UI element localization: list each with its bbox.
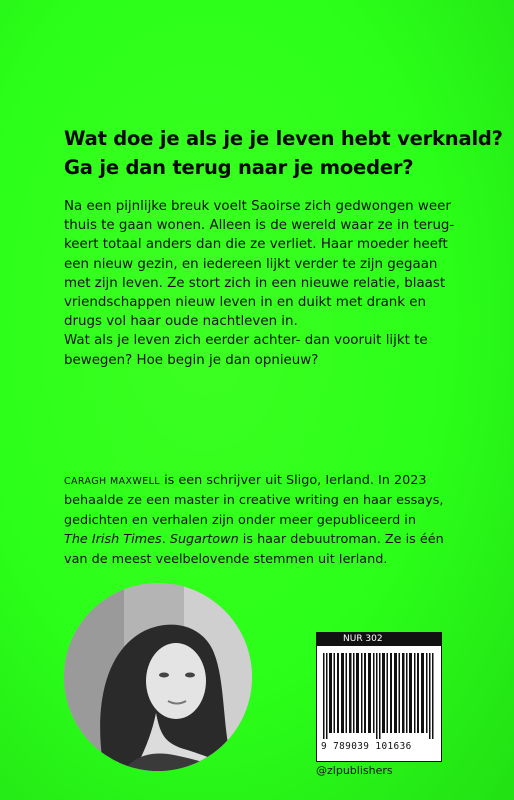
bio-text: is een schrijver uit Sligo, Ierland. In 2023 — [160, 473, 427, 488]
bio-text: van de meest veelbelovende stemmen uit Ierland. — [64, 551, 388, 567]
headline — [64, 124, 503, 182]
nur-code: NUR 302 — [317, 633, 441, 646]
blurb-line: Na een pijnlijke breuk voelt Saoirse zich gedwongen weer — [64, 199, 451, 214]
author-name: CARAGH MAXWELL — [64, 476, 160, 487]
blurb — [64, 197, 469, 370]
blurb-line: keert totaal anders dan die ze verliet. Haar moeder heeft — [64, 237, 448, 253]
blurb-line: een nieuw gezin, en iedereen lijkt verder te zijn gegaan — [64, 256, 438, 272]
isbn-number: 9 789039 101636 — [321, 741, 412, 752]
author-portrait-image — [64, 583, 252, 771]
bio-text: . — [161, 532, 170, 548]
bio-text: gedichten en verhalen zijn onder meer gepubliceerd in — [64, 512, 416, 528]
bio-text: is haar debuutroman. Ze is één — [238, 532, 444, 548]
publisher-handle: @zlpublishers — [316, 764, 393, 777]
book-title: Sugartown — [169, 532, 239, 548]
bio-text: behaalde ze een master in creative writing en haar essays, — [64, 493, 444, 509]
barcode-box — [316, 632, 442, 762]
headline-line-2: Ga je dan terug naar je moeder? — [64, 156, 414, 179]
blurb-line: thuis te gaan wonen. Alleen is de wereld waar ze in terug- — [64, 218, 455, 234]
author-photo — [64, 583, 252, 771]
barcode-icon — [323, 653, 435, 739]
author-bio — [64, 471, 474, 569]
blurb-line: vriendschappen nieuw leven in en duikt met drank en — [64, 295, 427, 311]
blurb-line: drugs vol haar oude nachtleven in. — [64, 314, 298, 330]
newspaper-title: The Irish Times — [64, 532, 162, 548]
headline-line-1: Wat doe je als je je leven hebt verknald? — [64, 127, 503, 150]
blurb-line: met zijn leven. Ze stort zich in een nieuwe relatie, blaast — [64, 275, 446, 291]
blurb-line: Wat als je leven zich eerder achter- dan vooruit lijkt te — [64, 333, 428, 349]
blurb-line: bewegen? Hoe begin je dan opnieuw? — [64, 352, 319, 368]
